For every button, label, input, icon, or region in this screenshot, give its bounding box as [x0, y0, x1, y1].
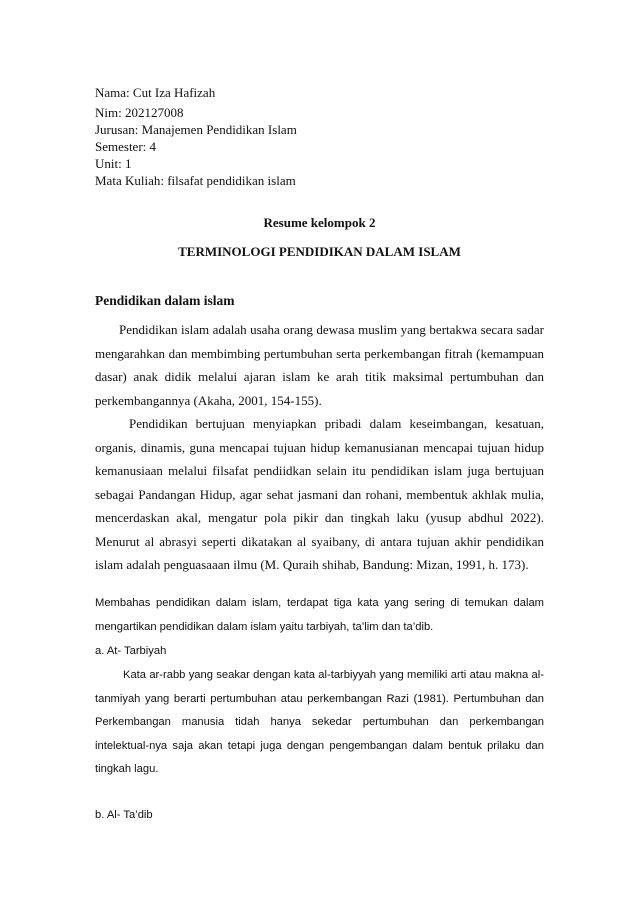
- student-name: Nama: Cut Iza Hafizah: [95, 85, 216, 100]
- paragraph-tarbiyah: Kata ar-rabb yang seakar dengan kata al-tarbiyyah yang memiliki arti atau makna al-tanmiyah yang berarti pertumbuhan atau perkembangan Razi (1981). Pertumbuhan dan Perkembangan manusia tidah hanya sekedar pertumbuhan dan perkembangan intelektual-nya saja akan tetapi juga dengan pengembangan dalam bentuk prilaku dan tingkah lagu.: [95, 669, 544, 775]
- paragraph-purpose: Pendidikan bertujuan menyiapkan pribadi dalam keseimbangan, kesatuan, organis, dinamis, guna mencapai tujuan hidup kemanusianan mencapai tujuan hidup kemanusiaan melalui filsafat pendiidkan selain itu pendidikan islam juga bertujuan sebagai Pandangan Hidup, agar sehat jasmani dan rohani, membentuk akhlak mulia, mencerdaskan akal, mengatur pola pikir dan tingkah laku (yusup abdhul 2022). Menurut al abrasyi seperti dikatakan al syaibany, di antara tujuan akhir pendidikan islam adalah penguasaaan ilmu (M. Quraih shihab, Bandung: Mizan, 1991, h. 173).: [95, 416, 544, 572]
- subheading-tarbiyah: a. At- Tarbiyah: [95, 645, 167, 657]
- paragraph-three-terms: Membahas pendidikan dalam islam, terdapat tiga kata yang sering di temukan dalam mengartikan pendidikan dalam islam yaitu tarbiyah, ta’lim dan ta’dib.: [95, 597, 544, 633]
- subheading-tadib: b. Al- Ta’dib: [95, 809, 153, 821]
- student-nim: Nim: 202127008: [95, 105, 184, 120]
- document-title: TERMINOLOGI PENDIDIKAN DALAM ISLAM: [178, 244, 461, 259]
- paragraph-definition: Pendidikan islam adalah usaha orang dewasa muslim yang bertakwa secara sadar mengarahkan dan membimbing pertumbuhan serta perkembangan fitrah (kemampuan dasar) anak didik melalui ajaran islam ke arah titik maksimal pertumbuhan dan perkembangannya (Akaha, 2001, 154-155).: [95, 322, 544, 408]
- student-unit: Unit: 1: [95, 156, 132, 171]
- course-name: Mata Kuliah: filsafat pendidikan islam: [95, 173, 296, 188]
- student-semester: Semester: 4: [95, 139, 157, 154]
- student-major: Jurusan: Manajemen Pendidikan Islam: [95, 122, 297, 137]
- section-heading: Pendidikan dalam islam: [95, 293, 235, 308]
- document-subtitle: Resume kelompok 2: [263, 215, 376, 230]
- student-info-block: [95, 84, 555, 189]
